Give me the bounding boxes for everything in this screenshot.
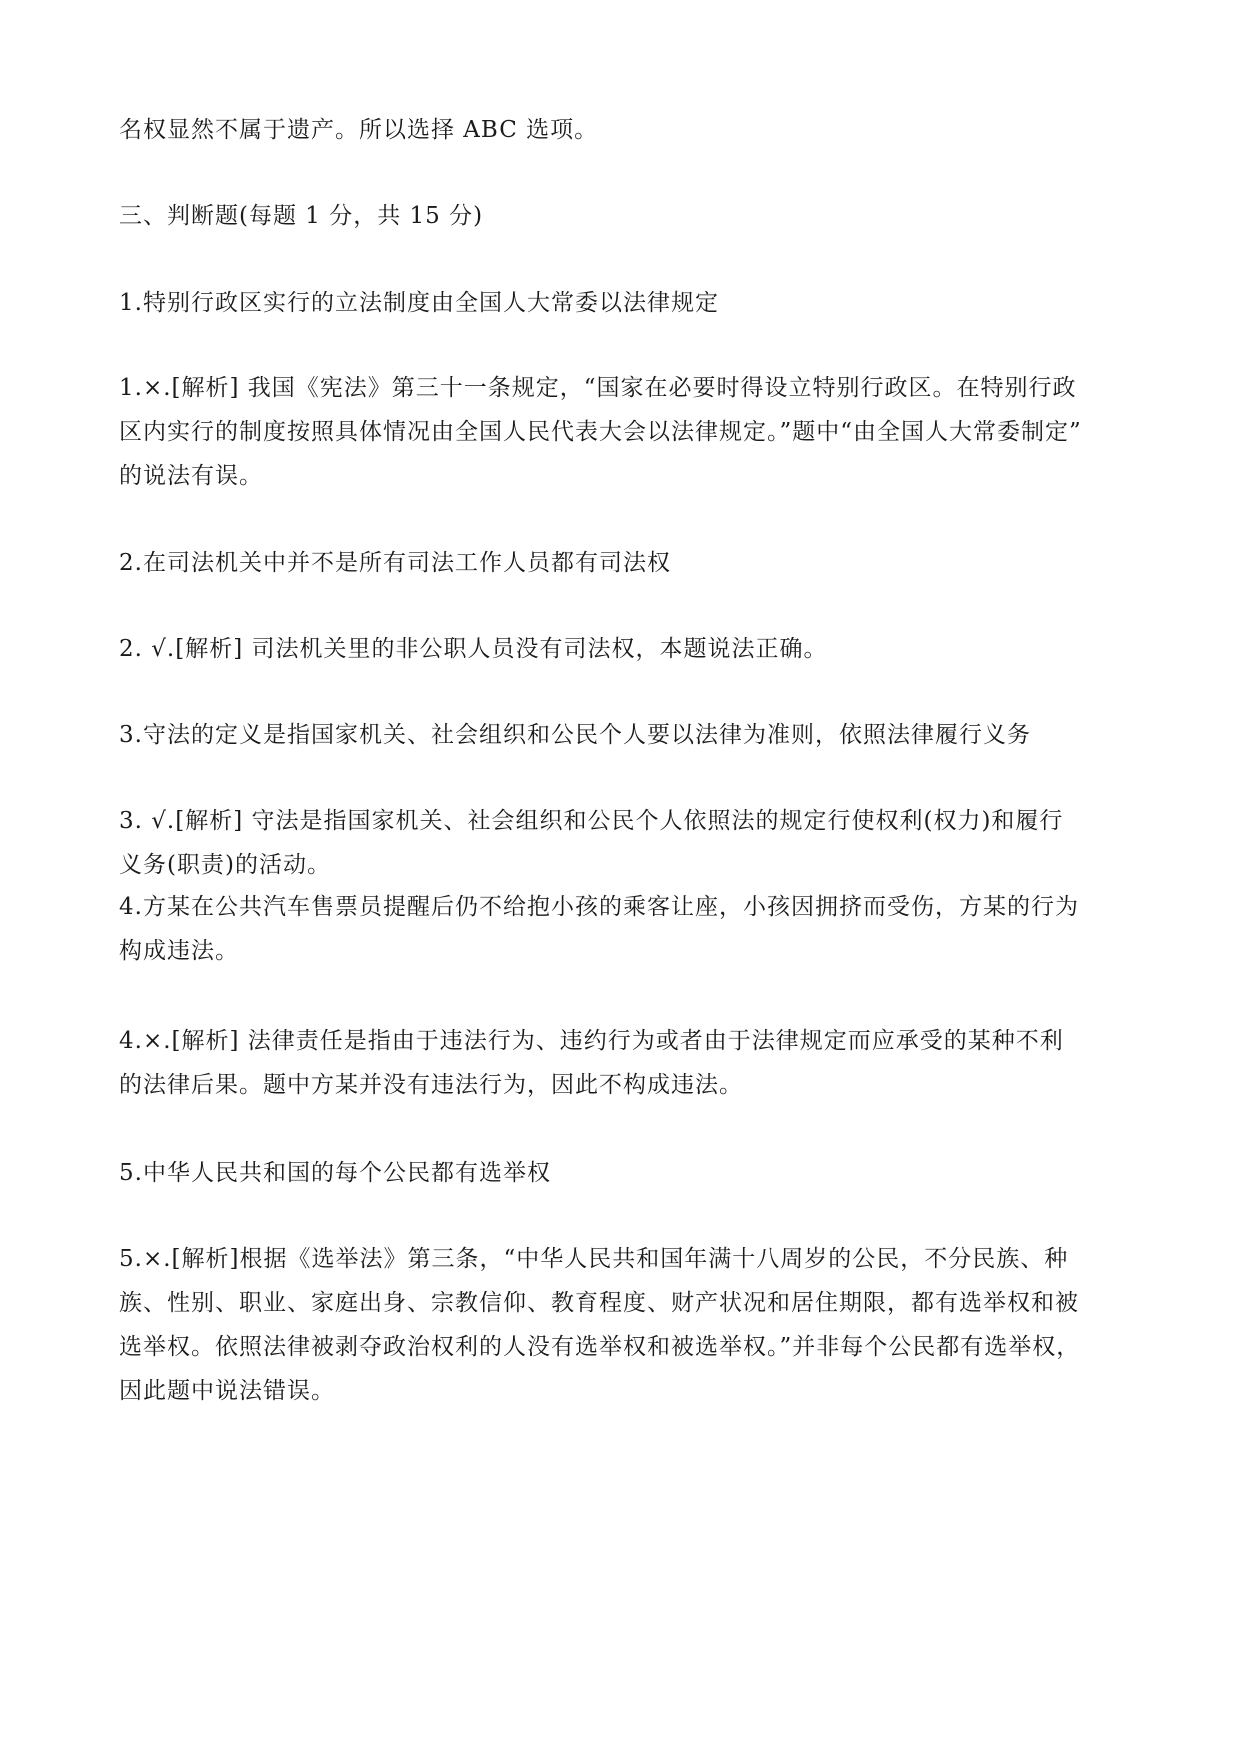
answer-4: [119, 1019, 1129, 1107]
text-line: 因此题中说法错误。: [119, 1378, 335, 1404]
text-line: 5.中华人民共和国的每个公民都有选举权: [119, 1160, 551, 1186]
text-line: 1.×.[解析] 我国《宪法》第三十一条规定，“国家在必要时得设立特别行政区。在特别行政: [119, 375, 1077, 401]
question-4: [119, 885, 1129, 973]
question-2: [119, 541, 1129, 585]
text-line: 名权显然不属于遗产。所以选择 ABC 选项。: [119, 117, 599, 143]
text-line: 3.守法的定义是指国家机关、社会组织和公民个人要以法律为准则，依照法律履行义务: [119, 722, 1031, 748]
question-3: [119, 713, 1129, 757]
text-line: 4.方某在公共汽车售票员提醒后仍不给抱小孩的乘客让座，小孩因拥挤而受伤，方某的行为: [119, 894, 1079, 920]
text-line: 2. √.[解析] 司法机关里的非公职人员没有司法权，本题说法正确。: [119, 636, 828, 662]
paragraph-answer-tail: [119, 108, 1129, 152]
question-1: [119, 281, 1129, 325]
answer-1: [119, 366, 1129, 498]
text-line: 3. √.[解析] 守法是指国家机关、社会组织和公民个人依照法的规定行使权利(权力)和履行: [119, 808, 1064, 834]
text-line: 构成违法。: [119, 938, 239, 964]
text-line: 区内实行的制度按照具体情况由全国人民代表大会以法律规定。”题中“由全国人大常委制定”: [119, 419, 1082, 445]
answer-3: [119, 799, 1129, 887]
text-line: 三、判断题(每题 1 分，共 15 分): [119, 203, 484, 229]
text-line: 2.在司法机关中并不是所有司法工作人员都有司法权: [119, 550, 671, 576]
text-line: 1.特别行政区实行的立法制度由全国人大常委以法律规定: [119, 290, 719, 316]
answer-5: [119, 1237, 1129, 1413]
text-line: 义务(职责)的活动。: [119, 852, 331, 878]
question-5: [119, 1151, 1129, 1195]
text-line: 的法律后果。题中方某并没有违法行为，因此不构成违法。: [119, 1072, 743, 1098]
text-line: 族、性别、职业、家庭出身、宗教信仰、教育程度、财产状况和居住期限，都有选举权和被: [119, 1290, 1079, 1316]
text-line: 选举权。依照法律被剥夺政治权利的人没有选举权和被选举权。”并非每个公民都有选举权，: [119, 1334, 1081, 1360]
section-heading-true-false: [119, 194, 1129, 238]
text-line: 5.×.[解析]根据《选举法》第三条，“中华人民共和国年满十八周岁的公民，不分民族、种: [119, 1246, 1069, 1272]
answer-2: [119, 627, 1129, 671]
text-line: 4.×.[解析] 法律责任是指由于违法行为、违约行为或者由于法律规定而应承受的某种不利: [119, 1028, 1064, 1054]
text-line: 的说法有误。: [119, 463, 263, 489]
